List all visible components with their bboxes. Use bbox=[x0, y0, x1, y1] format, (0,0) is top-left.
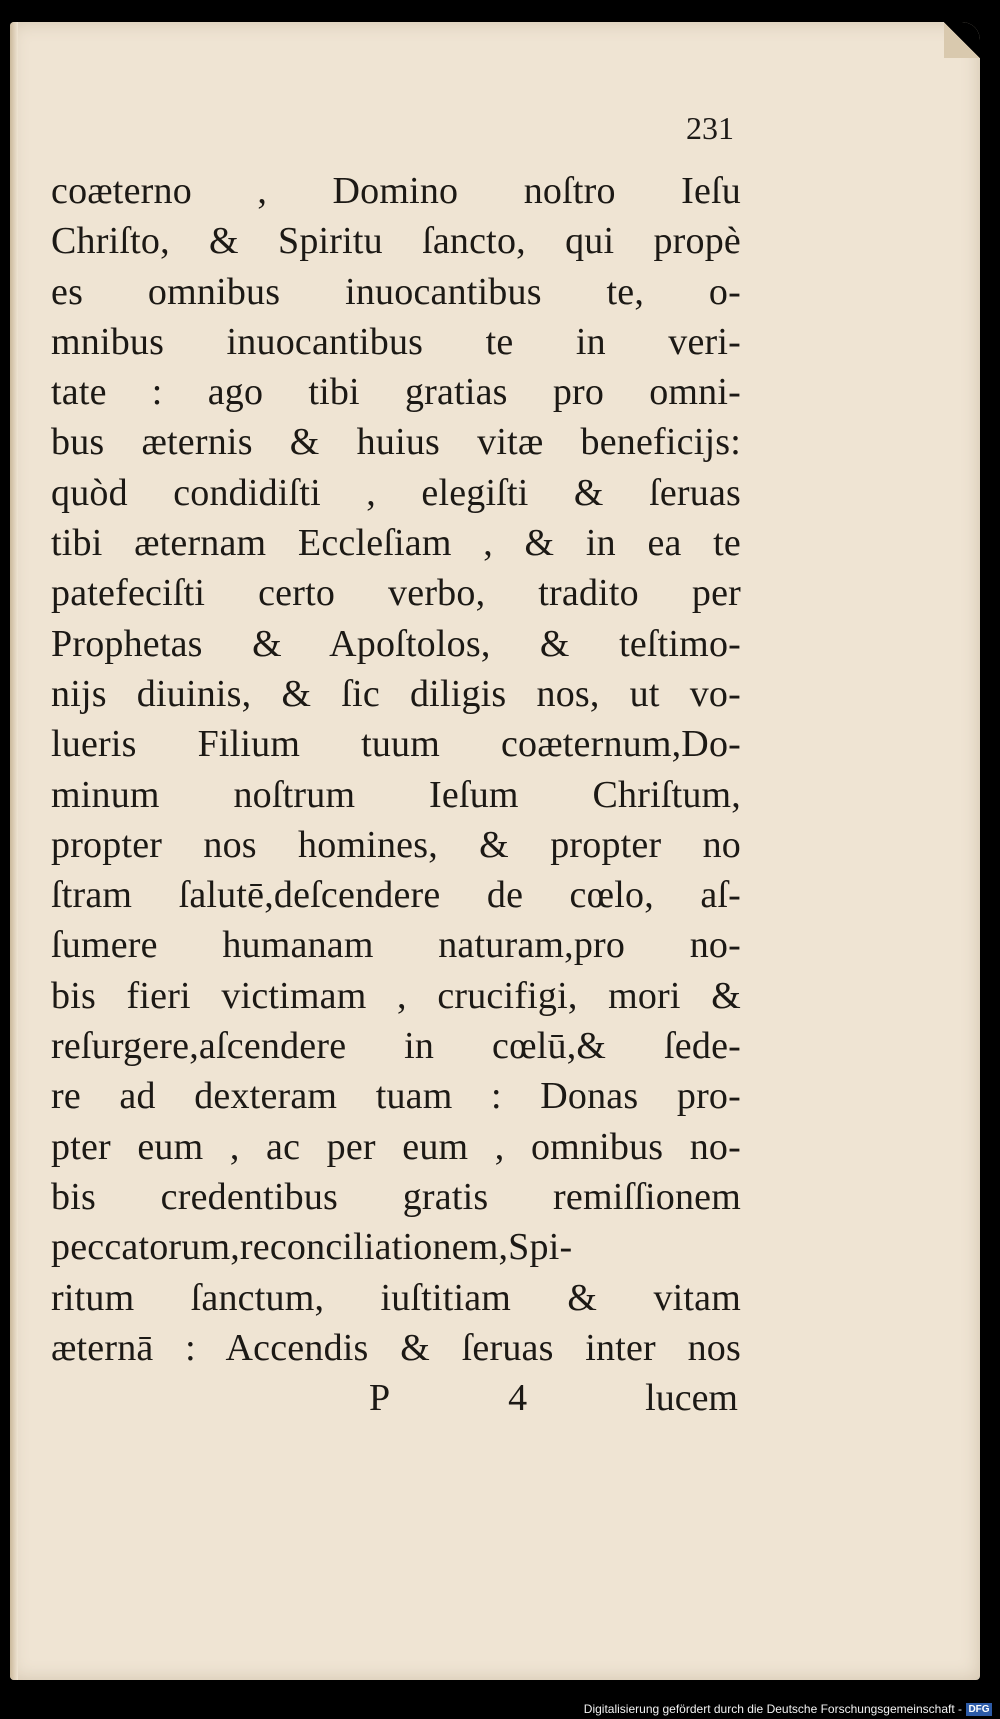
text-line: lueris Filium tuum coæternum,Do- bbox=[51, 723, 741, 766]
text-line: Chriſto, & Spiritu ſancto, qui propè bbox=[51, 220, 741, 263]
signature-number: 4 bbox=[508, 1377, 528, 1419]
page-corner-fold bbox=[944, 22, 980, 58]
text-line: pter eum , ac per eum , omnibus no- bbox=[51, 1125, 741, 1168]
dfg-logo-icon: DFG bbox=[966, 1703, 992, 1716]
text-line: Prophetas & Apoſtolos, & teſtimo- bbox=[51, 622, 741, 665]
text-line: reſurgere,aſcendere in cœlū,& ſede- bbox=[51, 1025, 741, 1068]
page-number: 231 bbox=[686, 110, 734, 146]
text-block bbox=[51, 166, 741, 1373]
text-line: bis fieri victimam , crucifigi, mori & bbox=[51, 974, 741, 1017]
book-page bbox=[10, 22, 980, 1680]
text-line: ſtram ſalutē,deſcendere de cœlo, aſ- bbox=[51, 874, 741, 917]
text-line: patefeciſti certo verbo, tradito per bbox=[51, 572, 741, 615]
text-line: peccatorum,reconciliationem,Spi- bbox=[51, 1226, 573, 1269]
text-line: ritum ſanctum, iuſtitiam & vitam bbox=[51, 1276, 741, 1319]
text-line: tibi æternam Eccleſiam , & in ea te bbox=[51, 522, 741, 565]
catchword: lucem bbox=[645, 1377, 738, 1419]
text-line: minum noſtrum Ieſum Chriſtum, bbox=[51, 773, 741, 816]
text-line: ſumere humanam naturam,pro no- bbox=[51, 924, 741, 967]
text-line: bus æternis & huius vitæ beneficijs: bbox=[51, 421, 741, 464]
text-line: æternā : Accendis & ſeruas inter nos bbox=[51, 1326, 741, 1369]
page-edge bbox=[10, 22, 18, 1680]
signature-line bbox=[369, 1376, 738, 1420]
text-line: bis credentibus gratis remiſſionem bbox=[51, 1175, 741, 1218]
text-line: es omnibus inuocantibus te, o- bbox=[51, 270, 741, 313]
text-line: propter nos homines, & propter no bbox=[51, 823, 741, 866]
text-line: mnibus inuocantibus te in veri- bbox=[51, 320, 741, 363]
text-line: quòd condidiſti , elegiſti & ſeruas bbox=[51, 471, 741, 514]
text-line: coæterno , Domino noſtro Ieſu bbox=[51, 170, 741, 212]
text-line: re ad dexteram tuam : Donas pro- bbox=[51, 1075, 741, 1118]
text-line: tate : ago tibi gratias pro omni- bbox=[51, 371, 741, 414]
digitization-credit: Digitalisierung gefördert durch die Deutsche Forschungsgemeinschaft - bbox=[583, 1702, 962, 1716]
text-line: nijs diuinis, & ſic diligis nos, ut vo- bbox=[51, 672, 741, 715]
signature-mark: P bbox=[369, 1377, 391, 1419]
